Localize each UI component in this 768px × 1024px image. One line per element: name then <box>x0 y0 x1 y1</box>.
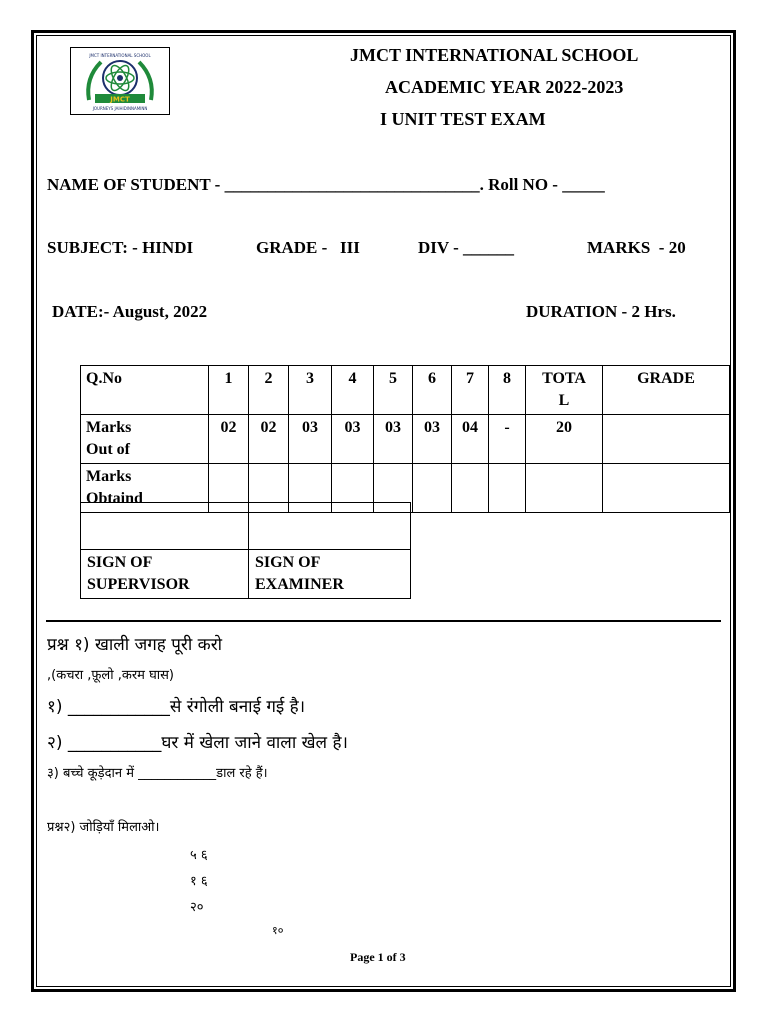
question-1-line-1[interactable]: १) ____________से रंगोली बनाई गई है। <box>47 697 306 717</box>
logo-motto: JOURNEYS JAIHIDINNAMINN <box>92 106 148 111</box>
duration-label: DURATION - 2 Hrs. <box>526 302 676 321</box>
total-header-line1: TOTA <box>542 370 586 387</box>
match-item[interactable]: ५ ६ <box>190 848 208 863</box>
out-of-2: 02 <box>249 415 289 464</box>
q-col-5: 5 <box>374 366 413 415</box>
q-col-6: 6 <box>413 366 452 415</box>
question-1-line-2[interactable]: २) ___________घर में खेला जाने वाला खेल है। <box>47 733 348 753</box>
examiner-label-line2: EXAMINER <box>255 576 344 593</box>
out-of-4: 03 <box>332 415 374 464</box>
q-col-3: 3 <box>289 366 332 415</box>
marks-obtained-line1: Marks <box>86 468 132 485</box>
q-col-7: 7 <box>452 366 489 415</box>
marks-obtained-line2: Obtaind <box>86 490 143 507</box>
examiner-sign-label <box>249 550 411 599</box>
table-row <box>81 503 411 550</box>
page-number: Page 1 of 3 <box>350 950 406 964</box>
out-of-1: 02 <box>209 415 249 464</box>
question-1-line-3[interactable]: ३) बच्चे कूड़ेदान में ____________डाल रहे हैं। <box>47 766 268 781</box>
question-1-options: ,(कचरा ,फ़ूलो ,करम घास) <box>47 668 174 683</box>
supervisor-sign-box[interactable] <box>81 503 249 550</box>
marks-out-of-line1: Marks <box>86 419 132 436</box>
match-item[interactable]: १ ६ <box>190 874 208 889</box>
examiner-sign-box[interactable] <box>249 503 411 550</box>
school-name: JMCT INTERNATIONAL SCHOOL <box>350 45 639 65</box>
supervisor-label-line2: SUPERVISOR <box>87 576 190 593</box>
grade-header: GRADE <box>603 366 730 415</box>
out-of-3: 03 <box>289 415 332 464</box>
match-item[interactable]: २० <box>190 900 204 915</box>
signature-table <box>80 502 411 599</box>
obtained-cell-7[interactable] <box>452 464 489 513</box>
question-2-title: प्रश्न२) जोड़ियाँ मिलाओ। <box>47 820 160 835</box>
marks-table <box>80 365 730 513</box>
out-of-8: - <box>489 415 526 464</box>
out-of-5: 03 <box>374 415 413 464</box>
table-row <box>81 366 730 415</box>
q-col-2: 2 <box>249 366 289 415</box>
date-label: DATE:- August, 2022 <box>52 302 208 321</box>
grade-label: GRADE - III <box>256 238 360 257</box>
school-logo <box>70 47 170 115</box>
match-item[interactable]: १० <box>272 924 284 937</box>
out-of-7: 04 <box>452 415 489 464</box>
subject-label: SUBJECT: - HINDI <box>47 238 194 257</box>
q-col-8: 8 <box>489 366 526 415</box>
obtained-total-cell[interactable] <box>526 464 603 513</box>
obtained-cell-6[interactable] <box>413 464 452 513</box>
out-of-grade-cell <box>603 415 730 464</box>
section-divider <box>46 620 721 622</box>
logo-banner-text: JMCT <box>110 95 130 104</box>
academic-year: ACADEMIC YEAR 2022-2023 <box>385 77 624 97</box>
logo-emblem-icon <box>71 48 169 114</box>
student-name-line[interactable]: NAME OF STUDENT - ______________________________. Roll NO - _____ <box>47 175 605 194</box>
q-col-4: 4 <box>332 366 374 415</box>
out-of-total: 20 <box>526 415 603 464</box>
examiner-label-line1: SIGN OF <box>255 554 321 571</box>
table-row <box>81 415 730 464</box>
q-col-1: 1 <box>209 366 249 415</box>
marks-label: MARKS - 20 <box>587 238 686 257</box>
out-of-6: 03 <box>413 415 452 464</box>
exam-title: I UNIT TEST EXAM <box>380 109 546 129</box>
div-field[interactable]: DIV - ______ <box>418 238 515 257</box>
obtained-cell-8[interactable] <box>489 464 526 513</box>
supervisor-sign-label <box>81 550 249 599</box>
supervisor-label-line1: SIGN OF <box>87 554 153 571</box>
logo-top-text: JMCT INTERNATIONAL SCHOOL <box>89 53 151 58</box>
obtained-grade-cell[interactable] <box>603 464 730 513</box>
table-row <box>81 550 411 599</box>
total-header <box>526 366 603 415</box>
marks-out-of-label <box>81 415 209 464</box>
marks-out-of-line2: Out of <box>86 441 130 458</box>
total-header-line2: L <box>558 392 570 409</box>
question-1-title: प्रश्न १) खाली जगह पूरी करो <box>47 635 223 655</box>
q-no-header: Q.No <box>81 366 209 415</box>
